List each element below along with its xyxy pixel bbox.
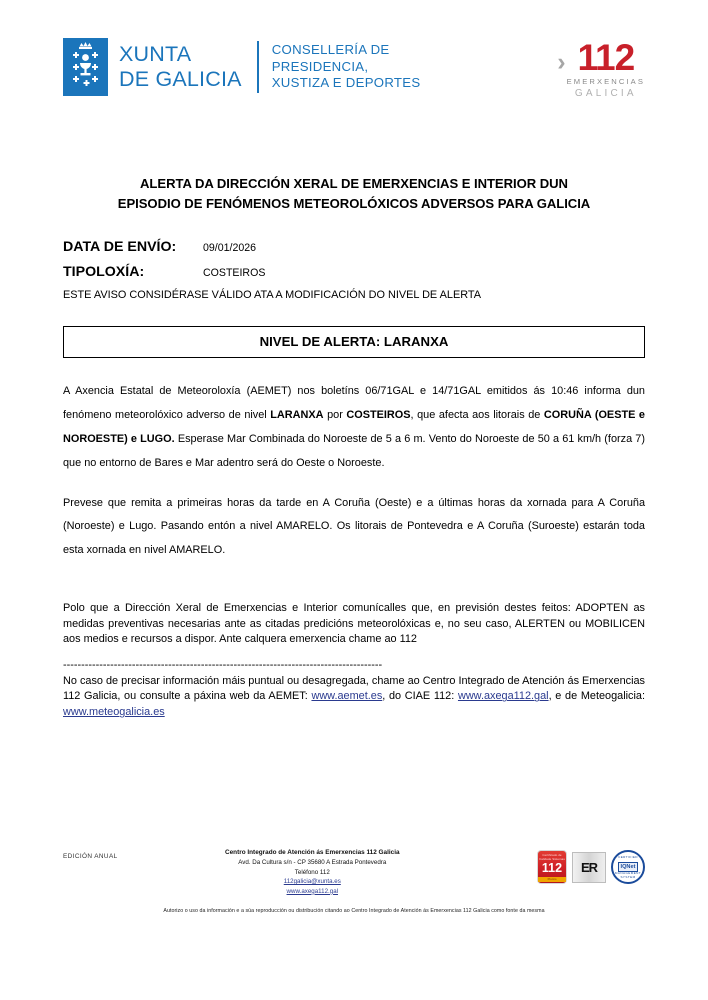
p1-part-e: , que afecta aos litorais de	[410, 408, 544, 421]
brand-divider	[257, 41, 259, 93]
field-row-type	[63, 264, 645, 280]
paragraph-aemet-bulletin	[63, 380, 645, 476]
link-axega112[interactable]: www.axega112.gal	[457, 690, 549, 703]
p1-part-c: por	[323, 408, 347, 421]
footer-address: Avd. Da Cultura s/n - CP 35680 A Estrada Pontevedra	[238, 858, 387, 866]
emergency-number: 112	[577, 37, 635, 78]
xunta-brand	[63, 38, 420, 96]
emergency-112-logo	[557, 38, 645, 99]
emergency-sub-1: EMERXENCIAS	[566, 77, 645, 87]
validity-note: ESTE AVISO CONSIDÉRASE VÁLIDO ATA A MODIFICACIÓN DO NIVEL DE ALERTA	[63, 288, 481, 301]
footer-email-link[interactable]: 112galicia@xunta.es	[283, 878, 341, 886]
logo-iqnet-center-text: IQNet	[618, 862, 639, 872]
page-title-line-2: EPISODIO DE FENÓMENOS METEOROLÓXICOS ADVERSOS PARA GALICIA	[117, 196, 591, 212]
footer-contact-block	[88, 848, 537, 896]
paragraph-instructions: Polo que a Dirección Xeral de Emerxencias e Interior comunícalles que, en previsión destes feitos: ADOPTEN as medidas preventivas necesarias ante as citadas predicións meteorolóxicas e, no seu caso, ALERTEN ou MOBILICEN aos medios e recursos a dispor. Ante calquera emerxencia chame ao 112	[63, 602, 645, 646]
alert-level-box: NIVEL DE ALERTA: LARANXA	[63, 326, 645, 358]
paragraph-contact	[63, 674, 645, 721]
er-certification-icon	[572, 852, 606, 883]
emergency-sub-2: GALICIA	[574, 87, 637, 99]
logo-iqnet-top-text: CERTIFIED	[618, 855, 638, 859]
page-title-line-1: ALERTA DA DIRECCIÓN XERAL DE EMERXENCIAS E INTERIOR DUN	[140, 176, 568, 191]
xunta-line-2: DE GALICIA	[119, 67, 242, 91]
document-footer	[63, 848, 645, 914]
document-header	[63, 0, 645, 118]
document-body	[63, 380, 645, 722]
iqnet-certification-icon	[611, 850, 645, 884]
footer-center-title: Centro Integrado de Atención ás Emerxencias 112 Galicia	[225, 849, 400, 856]
date-label: DATA DE ENVÍO:	[63, 238, 177, 255]
footer-phone: Teléfono 112	[294, 868, 330, 876]
field-row-date	[63, 239, 645, 255]
conselleria-wordmark	[272, 42, 421, 93]
contact-part-b: , do CIAE 112:	[382, 690, 458, 703]
link-aemet[interactable]: www.aemet.es	[311, 690, 383, 703]
contact-part-c: , e de Meteogalicia:	[548, 690, 645, 703]
type-value: COSTEIROS	[203, 266, 266, 279]
logo-112-number: 112	[541, 861, 563, 876]
paragraph-spacer	[63, 579, 645, 601]
paragraph-forecast-evolution: Prevese que remita a primeiras horas da tarde en A Coruña (Oeste) e a últimas horas da xornada para A Coruña (Noroeste) e Lugo. Pasando entón a nivel AMARELO. Os litorais de Pontevedra e A Coruña (Suroeste) estarán toda esta xornada en nivel AMARELO.	[63, 496, 645, 557]
p1-part-g: Esperase Mar Combinada do Noroeste de 5 a 6 m. Vento do Noroeste de 50 a 61 km/h (forza 7) que no entorno de Bares e Mar adentro será do Oeste o Noroeste.	[63, 432, 645, 469]
footer-disclaimer: Autorizo o uso da información e a súa reproducción ou distribución citando ao Centro Integrado de Atención ás Emerxencias 112 Galicia como fonte da mesma	[163, 908, 545, 915]
footer-edition: EDICIÓN ANUAL	[63, 853, 118, 860]
p1-alert-type: COSTEIROS	[346, 408, 411, 421]
galicia-coat-of-arms-icon	[63, 38, 108, 96]
section-separator: ----------------------------------------------------------------------------------------	[63, 658, 383, 671]
p1-alert-level: LARANXA	[270, 408, 324, 421]
logo-er-text: ER	[580, 859, 598, 875]
type-label: TIPOLOXÍA:	[63, 263, 145, 280]
conselleria-line-2: PRESIDENCIA,	[271, 58, 369, 74]
chevron-right-icon: ›	[557, 48, 566, 76]
footer-main-row	[63, 848, 645, 896]
date-value: 09/01/2026	[203, 241, 257, 254]
contact-part-a: No caso de precisar información máis puntual ou desagregada, chame ao Centro Integrado de Atención ás Emerxencias 112 Galicia, ou consulte a páxina web da AEMET:	[63, 674, 645, 703]
footer-web-link[interactable]: www.axega112.gal	[286, 887, 339, 895]
conselleria-line-3: XUSTIZA E DEPORTES	[271, 75, 421, 91]
xunta-line-1: XUNTA	[119, 42, 192, 67]
logo-112-bottom-text: Premio	[538, 877, 566, 882]
logo-iqnet-bottom-text: MANAGEMENT SYSTEM	[614, 871, 642, 879]
metadata-fields	[63, 239, 645, 301]
link-meteogalicia[interactable]: www.meteogalicia.es	[63, 706, 165, 719]
logo-112-top-text: Certificado de Calidade Sistemas	[539, 853, 565, 861]
conselleria-line-1: CONSELLERÍA DE	[271, 41, 390, 57]
footer-certification-logos	[537, 848, 645, 884]
p1-affected-zones: CORUÑA (OESTE e NOROESTE) e LUGO.	[63, 408, 645, 445]
xunta-wordmark	[119, 42, 242, 92]
page-title	[63, 174, 645, 215]
emergency-112-block	[566, 37, 645, 99]
p1-part-a: A Axencia Estatal de Meteoroloxía (AEMET) nos boletíns 06/71GAL e 14/71GAL emitidos ás 10:46 informa dun fenómeno meteorolóxico adverso de nivel	[63, 384, 645, 421]
quality-112-logo-icon	[537, 850, 567, 884]
